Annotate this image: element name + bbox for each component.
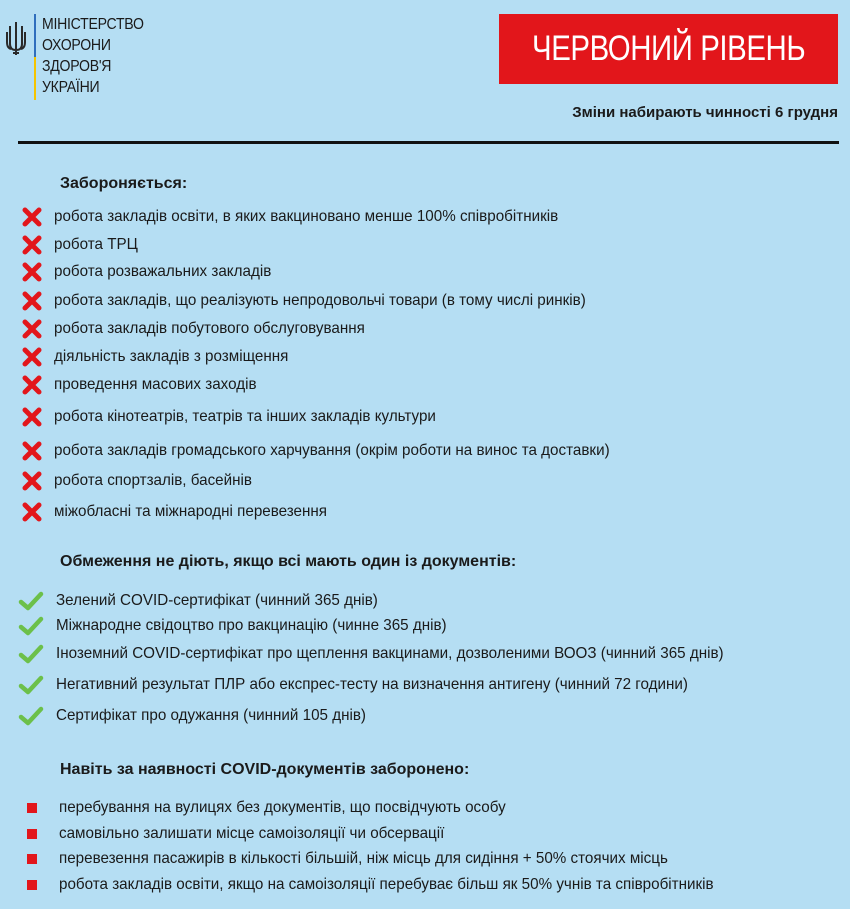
list-item-text: Зелений COVID-сертифікат (чинний 365 днів) (56, 592, 378, 609)
ministry-name-line: МІНІСТЕРСТВО (42, 16, 144, 33)
green-check-icon (18, 616, 44, 636)
list-item-text: міжобласні та міжнародні перевезення (54, 503, 328, 520)
list-item (0, 205, 585, 229)
ministry-name (42, 14, 144, 98)
red-cross-icon (22, 407, 42, 427)
list-item-text: проведення масових заходів (54, 376, 257, 393)
still-forbidden-heading: Навіть за наявності COVID-документів заборонено: (60, 761, 470, 778)
list-item (0, 439, 639, 463)
list-item-text: робота розважальних закладів (54, 263, 272, 280)
list-item-text: Сертифікат про одужання (чинний 105 днів) (56, 707, 366, 724)
list-item (0, 673, 721, 697)
list-item-text: робота закладів освіти, якщо на самоізоляції перебуває більш як 50% учнів та співробітників (59, 876, 714, 893)
list-item-text: робота ТРЦ (54, 236, 138, 253)
list-item-text: робота закладів, що реалізують непродовольчі товари (в тому числі ринків) (54, 292, 586, 309)
list-item-text: робота закладів освіти, в яких вакциновано менше 100% співробітників (54, 208, 559, 225)
list-item (0, 289, 614, 313)
red-level-badge (499, 14, 838, 84)
list-item-text: робота закладів побутового обслуговування (54, 320, 365, 337)
ministry-name-line: ЗДОРОВ'Я (42, 58, 112, 75)
list-item-text: самовільно залишати місце самоізоляції чи обсервації (59, 825, 445, 842)
list-item-text: Негативний результат ПЛР або експрес-тесту на визначення антигену (чинний 72 години) (56, 676, 688, 693)
red-square-bullet-icon (27, 803, 37, 813)
ministry-logo (6, 14, 158, 100)
green-check-icon (18, 675, 44, 695)
red-cross-icon (22, 235, 42, 255)
trident-icon (6, 20, 26, 56)
list-item (0, 796, 529, 820)
list-item (0, 469, 262, 493)
list-item (0, 822, 465, 846)
list-item-text: робота спортзалів, басейнів (54, 472, 252, 489)
list-item (0, 704, 382, 728)
green-check-icon (18, 706, 44, 726)
list-item-text: Міжнародне свідоцтво про вакцинацію (чинне 365 днів) (56, 617, 447, 634)
list-item (0, 373, 267, 397)
header-divider (18, 141, 839, 144)
red-square-bullet-icon (27, 829, 37, 839)
list-item (0, 614, 467, 638)
green-check-icon (18, 591, 44, 611)
red-cross-icon (22, 207, 42, 227)
red-cross-icon (22, 319, 42, 339)
list-item (0, 345, 301, 369)
green-check-icon (18, 644, 44, 664)
list-item (0, 233, 142, 257)
effective-date-note: Зміни набирають чинності 6 грудня (572, 104, 838, 121)
list-item-text: діяльність закладів з розміщення (54, 348, 289, 365)
red-cross-icon (22, 347, 42, 367)
red-cross-icon (22, 262, 42, 282)
ministry-name-line: ОХОРОНИ (42, 37, 111, 54)
exemptions-heading: Обмеження не діють, якщо всі мають один із документів: (60, 553, 517, 570)
list-item (0, 405, 456, 429)
red-cross-icon (22, 441, 42, 461)
red-square-bullet-icon (27, 854, 37, 864)
list-item (0, 500, 341, 524)
list-item (0, 260, 283, 284)
list-item (0, 642, 759, 666)
list-item-text: Іноземний COVID-сертифікат про щеплення вакцинами, дозволеними ВООЗ (чинний 365 днів) (56, 645, 724, 662)
red-cross-icon (22, 502, 42, 522)
list-item-text: робота закладів громадського харчування (окрім роботи на винос та доставки) (54, 442, 610, 459)
red-level-label: ЧЕРВОНИЙ РІВЕНЬ (531, 29, 806, 68)
prohibited-heading: Забороняється: (60, 175, 188, 192)
red-cross-icon (22, 291, 42, 311)
list-item-text: перебування на вулицях без документів, що посвідчують особу (59, 799, 506, 816)
ministry-name-line: УКРАЇНИ (42, 79, 100, 96)
list-item-text: перевезення пасажирів в кількості більшій, ніж місць для сидіння + 50% стоячих місць (59, 850, 668, 867)
list-item (0, 847, 700, 871)
red-cross-icon (22, 471, 42, 491)
red-cross-icon (22, 375, 42, 395)
list-item (0, 873, 748, 897)
list-item (0, 317, 381, 341)
logo-color-bar (34, 14, 36, 100)
list-item-text: робота кінотеатрів, театрів та інших закладів культури (54, 408, 436, 425)
list-item (0, 589, 395, 613)
red-square-bullet-icon (27, 880, 37, 890)
